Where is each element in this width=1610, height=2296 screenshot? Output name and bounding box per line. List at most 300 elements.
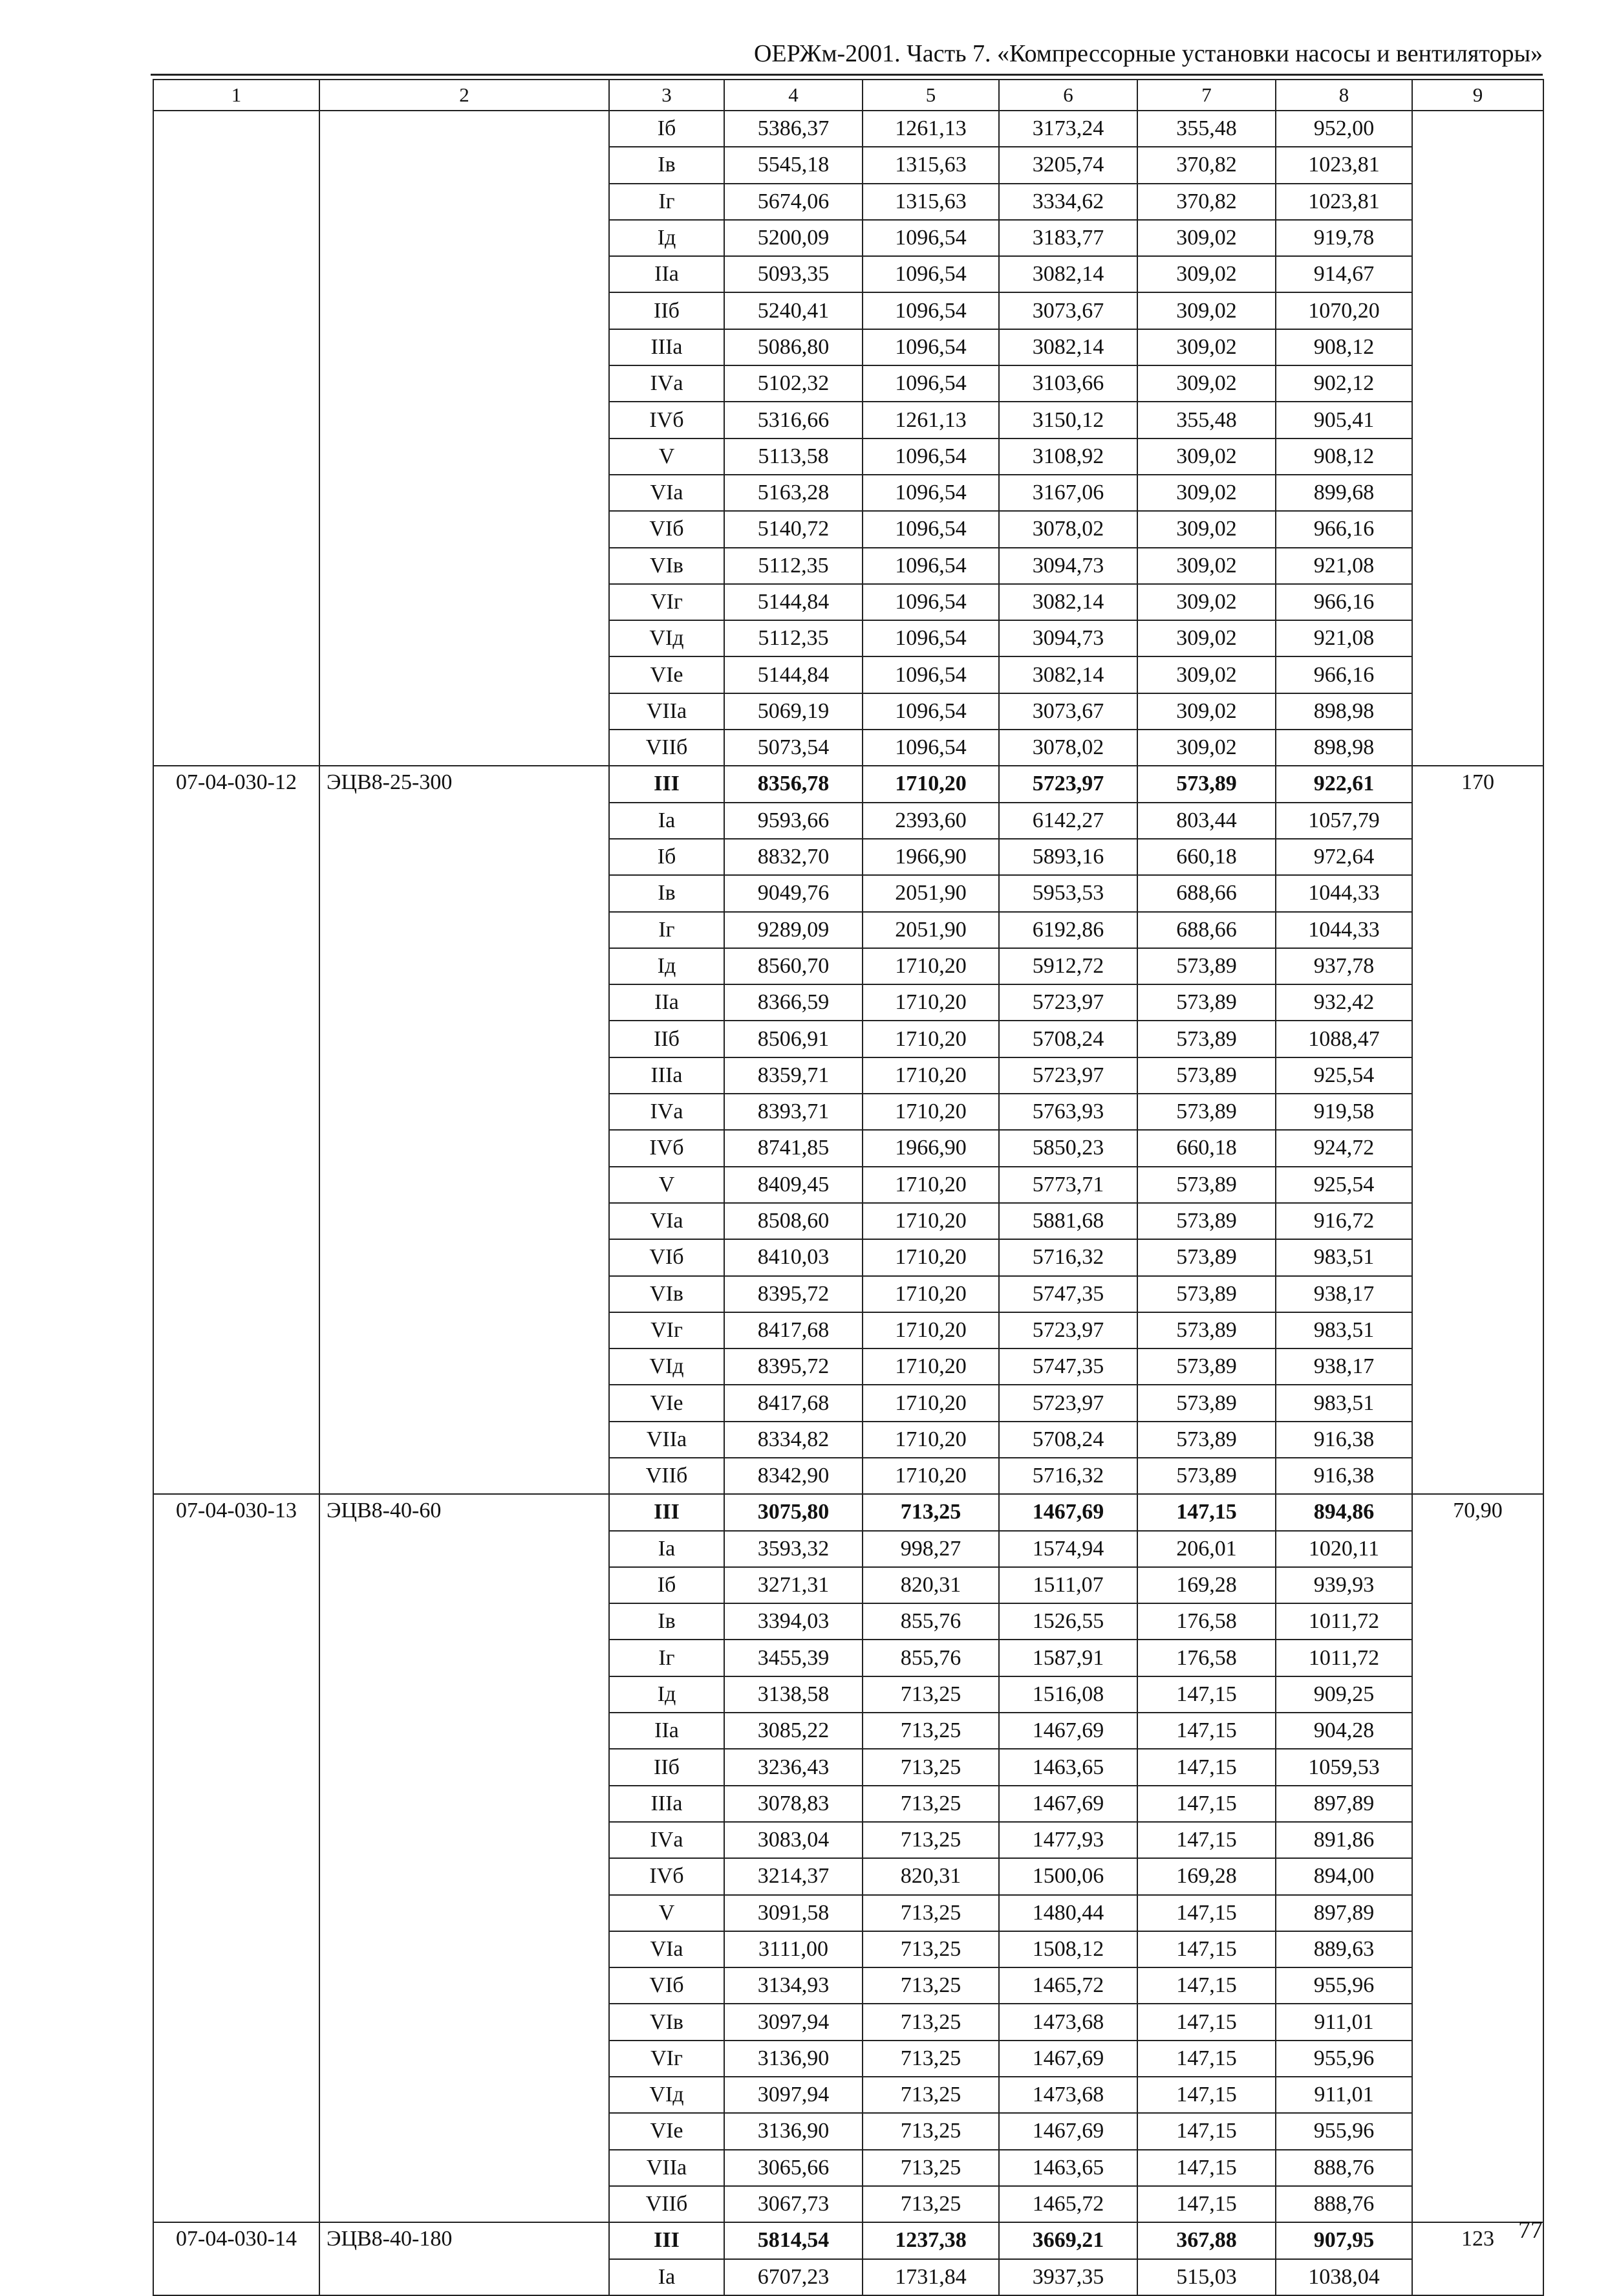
value-cell-c6: 5747,35 [999, 1276, 1137, 1312]
value-cell-c4: 5144,84 [724, 656, 863, 693]
value-cell-c7: 515,03 [1137, 2259, 1276, 2295]
value-cell-c7: 147,15 [1137, 2113, 1276, 2149]
value-cell-c8: 1023,81 [1276, 147, 1412, 183]
value-cell-c4: 8506,91 [724, 1021, 863, 1057]
value-cell-c6: 1526,55 [999, 1603, 1137, 1640]
value-cell-c4: 5316,66 [724, 402, 863, 438]
wage-zone-cell: VIд [609, 620, 724, 656]
wage-zone-cell: IIб [609, 292, 724, 329]
value-cell-c7: 573,89 [1137, 1312, 1276, 1348]
value-cell-c8: 1088,47 [1276, 1021, 1412, 1057]
value-cell-c8: 938,17 [1276, 1276, 1412, 1312]
value-cell-c4: 8359,71 [724, 1057, 863, 1094]
value-cell-c6: 3094,73 [999, 620, 1137, 656]
value-cell-c7: 309,02 [1137, 256, 1276, 292]
wage-zone-cell: Iа [609, 2259, 724, 2295]
value-cell-c5: 713,25 [863, 1749, 999, 1785]
wage-zone-cell: VIIб [609, 730, 724, 766]
value-cell-c5: 1710,20 [863, 984, 999, 1021]
value-cell-c7: 176,58 [1137, 1640, 1276, 1676]
value-cell-c8: 1059,53 [1276, 1749, 1412, 1785]
wage-zone-cell: IIа [609, 984, 724, 1021]
page-number: 77 [1518, 2216, 1543, 2244]
value-cell-c8: 983,51 [1276, 1385, 1412, 1421]
value-cell-c8: 925,54 [1276, 1057, 1412, 1094]
value-cell-c4: 3394,03 [724, 1603, 863, 1640]
value-cell-c8: 897,89 [1276, 1895, 1412, 1931]
value-cell-c8: 1070,20 [1276, 292, 1412, 329]
value-cell-c5: 1096,54 [863, 292, 999, 329]
value-cell-c8: 938,17 [1276, 1348, 1412, 1385]
value-cell-c5: 1731,84 [863, 2259, 999, 2295]
value-cell-c8: 932,42 [1276, 984, 1412, 1021]
value-cell-c4: 3083,04 [724, 1822, 863, 1858]
value-cell-c7: 309,02 [1137, 439, 1276, 475]
value-cell-c6: 3082,14 [999, 329, 1137, 365]
value-cell-c4: 5112,35 [724, 620, 863, 656]
value-cell-c8: 925,54 [1276, 1167, 1412, 1203]
wage-zone-cell: VIв [609, 1276, 724, 1312]
value-cell-c8: 907,95 [1276, 2222, 1412, 2258]
value-cell-c4: 3085,22 [724, 1713, 863, 1749]
value-cell-c7: 147,15 [1137, 1967, 1276, 2004]
value-cell-c5: 1710,20 [863, 1239, 999, 1275]
value-cell-c4: 8832,70 [724, 839, 863, 875]
value-cell-c6: 5723,97 [999, 1385, 1137, 1421]
value-cell-c6: 1467,69 [999, 2113, 1137, 2149]
value-cell-c8: 955,96 [1276, 2113, 1412, 2149]
value-cell-c4: 5386,37 [724, 111, 863, 147]
value-cell-c8: 897,89 [1276, 1786, 1412, 1822]
value-cell-c7: 573,89 [1137, 1385, 1276, 1421]
value-cell-c5: 1966,90 [863, 839, 999, 875]
wage-zone-cell: IIб [609, 1021, 724, 1057]
wage-zone-cell: VIб [609, 1967, 724, 2004]
value-cell-c5: 2051,90 [863, 875, 999, 911]
column-number: 2 [319, 80, 609, 111]
value-cell-c6: 6142,27 [999, 803, 1137, 839]
value-cell-c6: 5953,53 [999, 875, 1137, 911]
column-number: 5 [863, 80, 999, 111]
wage-zone-cell: VIв [609, 548, 724, 584]
wage-zone-cell: VIг [609, 1312, 724, 1348]
value-cell-c4: 3091,58 [724, 1895, 863, 1931]
wage-zone-cell: Iб [609, 1567, 724, 1603]
mass-cell: 70,90 [1412, 1494, 1543, 2222]
wage-zone-cell: VIIб [609, 1458, 724, 1494]
value-cell-c6: 1463,65 [999, 2150, 1137, 2186]
value-cell-c5: 1096,54 [863, 439, 999, 475]
value-cell-c5: 1710,20 [863, 1422, 999, 1458]
value-cell-c7: 573,89 [1137, 1422, 1276, 1458]
column-number: 9 [1412, 80, 1543, 111]
value-cell-c7: 573,89 [1137, 1458, 1276, 1494]
value-cell-c6: 1480,44 [999, 1895, 1137, 1931]
value-cell-c4: 3097,94 [724, 2004, 863, 2040]
value-cell-c6: 3108,92 [999, 439, 1137, 475]
value-cell-c5: 1261,13 [863, 402, 999, 438]
value-cell-c5: 1710,20 [863, 766, 999, 802]
value-cell-c7: 573,89 [1137, 1021, 1276, 1057]
rate-code-cell: 07-04-030-14 [153, 2222, 319, 2295]
value-cell-c7: 573,89 [1137, 1203, 1276, 1239]
mass-cell: 170 [1412, 766, 1543, 1494]
value-cell-c6: 3173,24 [999, 111, 1137, 147]
value-cell-c4: 3136,90 [724, 2113, 863, 2149]
value-cell-c8: 908,12 [1276, 439, 1412, 475]
value-cell-c4: 3065,66 [724, 2150, 863, 2186]
value-cell-c6: 3082,14 [999, 656, 1137, 693]
value-cell-c6: 5763,93 [999, 1094, 1137, 1130]
value-cell-c8: 916,72 [1276, 1203, 1412, 1239]
value-cell-c6: 1508,12 [999, 1931, 1137, 1967]
value-cell-c5: 713,25 [863, 1967, 999, 2004]
value-cell-c5: 713,25 [863, 1786, 999, 1822]
value-cell-c4: 8395,72 [724, 1276, 863, 1312]
value-cell-c8: 1044,33 [1276, 875, 1412, 911]
value-cell-c6: 1467,69 [999, 1494, 1137, 1530]
value-cell-c8: 1038,04 [1276, 2259, 1412, 2295]
value-cell-c4: 8417,68 [724, 1312, 863, 1348]
column-number: 6 [999, 80, 1137, 111]
value-cell-c8: 898,98 [1276, 693, 1412, 730]
value-cell-c5: 1710,20 [863, 1094, 999, 1130]
value-cell-c8: 937,78 [1276, 948, 1412, 984]
value-cell-c4: 8395,72 [724, 1348, 863, 1385]
value-cell-c5: 1096,54 [863, 365, 999, 402]
value-cell-c7: 370,82 [1137, 147, 1276, 183]
value-cell-c4: 5112,35 [724, 548, 863, 584]
value-cell-c4: 5140,72 [724, 511, 863, 547]
value-cell-c8: 1023,81 [1276, 184, 1412, 220]
value-cell-c8: 891,86 [1276, 1822, 1412, 1858]
value-cell-c6: 5723,97 [999, 984, 1137, 1021]
value-cell-c5: 1710,20 [863, 1385, 999, 1421]
value-cell-c8: 914,67 [1276, 256, 1412, 292]
value-cell-c4: 3214,37 [724, 1858, 863, 1894]
value-cell-c5: 713,25 [863, 2077, 999, 2113]
value-cell-c5: 1096,54 [863, 656, 999, 693]
wage-zone-cell: VIб [609, 511, 724, 547]
value-cell-c5: 1710,20 [863, 1057, 999, 1094]
wage-zone-cell: Iг [609, 184, 724, 220]
value-cell-c6: 1500,06 [999, 1858, 1137, 1894]
value-cell-c8: 898,98 [1276, 730, 1412, 766]
value-cell-c6: 1473,68 [999, 2077, 1137, 2113]
value-cell-c8: 983,51 [1276, 1312, 1412, 1348]
value-cell-c5: 998,27 [863, 1531, 999, 1567]
value-cell-c6: 5723,97 [999, 766, 1137, 802]
rate-code-cell: 07-04-030-13 [153, 1494, 319, 2222]
value-cell-c5: 820,31 [863, 1567, 999, 1603]
value-cell-c7: 573,89 [1137, 1094, 1276, 1130]
wage-zone-cell: Iа [609, 1531, 724, 1567]
value-cell-c6: 1574,94 [999, 1531, 1137, 1567]
value-cell-c4: 5144,84 [724, 584, 863, 620]
value-cell-c6: 3073,67 [999, 292, 1137, 329]
value-cell-c5: 855,76 [863, 1603, 999, 1640]
wage-zone-cell: VIг [609, 2041, 724, 2077]
column-number: 8 [1276, 80, 1412, 111]
value-cell-c6: 5747,35 [999, 1348, 1137, 1385]
value-cell-c7: 309,02 [1137, 693, 1276, 730]
value-cell-c5: 1096,54 [863, 730, 999, 766]
value-cell-c4: 5200,09 [724, 220, 863, 256]
value-cell-c4: 5069,19 [724, 693, 863, 730]
value-cell-c7: 573,89 [1137, 1239, 1276, 1275]
value-cell-c8: 924,72 [1276, 1130, 1412, 1166]
wage-zone-cell: IIIа [609, 1786, 724, 1822]
value-cell-c4: 3134,93 [724, 1967, 863, 2004]
value-cell-c7: 147,15 [1137, 1931, 1276, 1967]
column-number-row [153, 80, 1543, 111]
value-cell-c8: 966,16 [1276, 584, 1412, 620]
value-cell-c4: 3111,00 [724, 1931, 863, 1967]
value-cell-c7: 176,58 [1137, 1603, 1276, 1640]
value-cell-c6: 5773,71 [999, 1167, 1137, 1203]
value-cell-c8: 902,12 [1276, 365, 1412, 402]
value-cell-c7: 355,48 [1137, 402, 1276, 438]
value-cell-c6: 1465,72 [999, 2186, 1137, 2222]
value-cell-c4: 3075,80 [724, 1494, 863, 1530]
value-cell-c6: 5881,68 [999, 1203, 1137, 1239]
value-cell-c8: 894,86 [1276, 1494, 1412, 1530]
value-cell-c7: 147,15 [1137, 2004, 1276, 2040]
value-cell-c4: 5240,41 [724, 292, 863, 329]
value-cell-c8: 911,01 [1276, 2004, 1412, 2040]
wage-zone-cell: Iб [609, 839, 724, 875]
value-cell-c7: 169,28 [1137, 1858, 1276, 1894]
value-cell-c5: 1966,90 [863, 1130, 999, 1166]
value-cell-c7: 355,48 [1137, 111, 1276, 147]
wage-zone-cell: Iв [609, 147, 724, 183]
value-cell-c6: 5893,16 [999, 839, 1137, 875]
value-cell-c6: 1467,69 [999, 1786, 1137, 1822]
value-cell-c4: 3271,31 [724, 1567, 863, 1603]
wage-zone-cell: Iа [609, 803, 724, 839]
value-cell-c7: 147,15 [1137, 1822, 1276, 1858]
value-cell-c5: 713,25 [863, 2004, 999, 2040]
value-cell-c5: 1710,20 [863, 1276, 999, 1312]
value-cell-c5: 1096,54 [863, 693, 999, 730]
value-cell-c5: 1096,54 [863, 620, 999, 656]
value-cell-c6: 3094,73 [999, 548, 1137, 584]
wage-zone-cell: V [609, 1167, 724, 1203]
value-cell-c5: 1096,54 [863, 584, 999, 620]
value-cell-c5: 1710,20 [863, 1312, 999, 1348]
value-cell-c5: 1096,54 [863, 548, 999, 584]
value-cell-c8: 888,76 [1276, 2150, 1412, 2186]
header-rule [151, 74, 1543, 76]
value-cell-c4: 5674,06 [724, 184, 863, 220]
value-cell-c7: 688,66 [1137, 875, 1276, 911]
table-body [153, 80, 1543, 2295]
value-cell-c8: 916,38 [1276, 1458, 1412, 1494]
value-cell-c5: 713,25 [863, 1713, 999, 1749]
value-cell-c7: 147,15 [1137, 2186, 1276, 2222]
value-cell-c4: 8409,45 [724, 1167, 863, 1203]
value-cell-c7: 147,15 [1137, 1749, 1276, 1785]
value-cell-c7: 573,89 [1137, 1057, 1276, 1094]
value-cell-c6: 5912,72 [999, 948, 1137, 984]
table-row [153, 111, 1543, 147]
value-cell-c4: 3593,32 [724, 1531, 863, 1567]
value-cell-c5: 713,25 [863, 1931, 999, 1967]
value-cell-c7: 147,15 [1137, 2077, 1276, 2113]
value-cell-c7: 309,02 [1137, 620, 1276, 656]
value-cell-c7: 147,15 [1137, 1494, 1276, 1530]
wage-zone-cell: VIIа [609, 1422, 724, 1458]
value-cell-c5: 713,25 [863, 1895, 999, 1931]
value-cell-c4: 5102,32 [724, 365, 863, 402]
wage-zone-cell: Iб [609, 111, 724, 147]
column-number: 4 [724, 80, 863, 111]
value-cell-c7: 309,02 [1137, 365, 1276, 402]
value-cell-c6: 5708,24 [999, 1021, 1137, 1057]
wage-zone-cell: VIд [609, 2077, 724, 2113]
wage-zone-cell: IIа [609, 1713, 724, 1749]
value-cell-c5: 713,25 [863, 1822, 999, 1858]
wage-zone-cell: VIа [609, 475, 724, 511]
value-cell-c5: 1710,20 [863, 1203, 999, 1239]
value-cell-c6: 1477,93 [999, 1822, 1137, 1858]
value-cell-c8: 921,08 [1276, 620, 1412, 656]
value-cell-c6: 3103,66 [999, 365, 1137, 402]
running-header: ОЕРЖм-2001. Часть 7. «Компрессорные установки насосы и вентиляторы» [753, 40, 1543, 67]
wage-zone-cell: III [609, 1494, 724, 1530]
wage-zone-cell: IIа [609, 256, 724, 292]
value-cell-c8: 921,08 [1276, 548, 1412, 584]
value-cell-c7: 573,89 [1137, 1348, 1276, 1385]
value-cell-c6: 5716,32 [999, 1458, 1137, 1494]
value-cell-c7: 660,18 [1137, 1130, 1276, 1166]
value-cell-c7: 660,18 [1137, 839, 1276, 875]
value-cell-c8: 911,01 [1276, 2077, 1412, 2113]
wage-zone-cell: IIIа [609, 329, 724, 365]
value-cell-c7: 573,89 [1137, 1276, 1276, 1312]
value-cell-c8: 916,38 [1276, 1422, 1412, 1458]
wage-zone-cell: IVа [609, 1822, 724, 1858]
value-cell-c5: 1710,20 [863, 1167, 999, 1203]
value-cell-c6: 3937,35 [999, 2259, 1137, 2295]
value-cell-c6: 1467,69 [999, 2041, 1137, 2077]
value-cell-c7: 309,02 [1137, 548, 1276, 584]
value-cell-c5: 1096,54 [863, 256, 999, 292]
value-cell-c6: 5723,97 [999, 1312, 1137, 1348]
value-cell-c8: 1057,79 [1276, 803, 1412, 839]
value-cell-c7: 573,89 [1137, 984, 1276, 1021]
rate-name-cell: ЭЦВ8-25-300 [319, 766, 609, 1494]
value-cell-c8: 899,68 [1276, 475, 1412, 511]
value-cell-c7: 309,02 [1137, 656, 1276, 693]
wage-zone-cell: V [609, 1895, 724, 1931]
value-cell-c5: 713,25 [863, 2186, 999, 2222]
wage-zone-cell: VIа [609, 1931, 724, 1967]
wage-zone-cell: Iг [609, 1640, 724, 1676]
value-cell-c5: 1315,63 [863, 184, 999, 220]
value-cell-c8: 908,12 [1276, 329, 1412, 365]
wage-zone-cell: Iг [609, 912, 724, 948]
value-cell-c6: 1473,68 [999, 2004, 1137, 2040]
wage-zone-cell: VIг [609, 584, 724, 620]
wage-zone-cell: IVа [609, 1094, 724, 1130]
value-cell-c5: 1096,54 [863, 220, 999, 256]
value-cell-c8: 1044,33 [1276, 912, 1412, 948]
value-cell-c4: 3078,83 [724, 1786, 863, 1822]
table-row [153, 1494, 1543, 1530]
value-cell-c4: 3236,43 [724, 1749, 863, 1785]
value-cell-c4: 9593,66 [724, 803, 863, 839]
value-cell-c6: 5708,24 [999, 1422, 1137, 1458]
value-cell-c6: 3082,14 [999, 584, 1137, 620]
value-cell-c6: 1587,91 [999, 1640, 1137, 1676]
value-cell-c7: 309,02 [1137, 730, 1276, 766]
value-cell-c4: 8417,68 [724, 1385, 863, 1421]
wage-zone-cell: III [609, 766, 724, 802]
value-cell-c5: 1096,54 [863, 511, 999, 547]
value-cell-c6: 3183,77 [999, 220, 1137, 256]
value-cell-c8: 919,78 [1276, 220, 1412, 256]
value-cell-c5: 2051,90 [863, 912, 999, 948]
rate-name-cell: ЭЦВ8-40-60 [319, 1494, 609, 2222]
value-cell-c5: 820,31 [863, 1858, 999, 1894]
value-cell-c8: 972,64 [1276, 839, 1412, 875]
value-cell-c4: 5113,58 [724, 439, 863, 475]
value-cell-c8: 966,16 [1276, 656, 1412, 693]
wage-zone-cell: VIв [609, 2004, 724, 2040]
value-cell-c4: 5545,18 [724, 147, 863, 183]
value-cell-c6: 3082,14 [999, 256, 1137, 292]
value-cell-c7: 309,02 [1137, 475, 1276, 511]
value-cell-c6: 3669,21 [999, 2222, 1137, 2258]
value-cell-c5: 1096,54 [863, 475, 999, 511]
rates-table [153, 79, 1544, 2296]
value-cell-c7: 147,15 [1137, 1786, 1276, 1822]
value-cell-c6: 5723,97 [999, 1057, 1137, 1094]
wage-zone-cell: VIб [609, 1239, 724, 1275]
value-cell-c5: 713,25 [863, 2041, 999, 2077]
rate-code-cell [153, 111, 319, 766]
value-cell-c4: 8366,59 [724, 984, 863, 1021]
value-cell-c4: 8560,70 [724, 948, 863, 984]
value-cell-c5: 1315,63 [863, 147, 999, 183]
value-cell-c6: 3073,67 [999, 693, 1137, 730]
value-cell-c7: 147,15 [1137, 1895, 1276, 1931]
value-cell-c5: 1237,38 [863, 2222, 999, 2258]
value-cell-c6: 5716,32 [999, 1239, 1137, 1275]
value-cell-c8: 966,16 [1276, 511, 1412, 547]
value-cell-c4: 3067,73 [724, 2186, 863, 2222]
wage-zone-cell: VIIа [609, 2150, 724, 2186]
value-cell-c5: 713,25 [863, 1676, 999, 1713]
wage-zone-cell: IVб [609, 1858, 724, 1894]
value-cell-c7: 147,15 [1137, 2041, 1276, 2077]
value-cell-c6: 6192,86 [999, 912, 1137, 948]
value-cell-c7: 367,88 [1137, 2222, 1276, 2258]
value-cell-c7: 803,44 [1137, 803, 1276, 839]
wage-zone-cell: Iд [609, 948, 724, 984]
wage-zone-cell: Iв [609, 875, 724, 911]
value-cell-c7: 309,02 [1137, 220, 1276, 256]
rate-name-cell: ЭЦВ8-40-180 [319, 2222, 609, 2295]
value-cell-c4: 8342,90 [724, 1458, 863, 1494]
value-cell-c4: 8410,03 [724, 1239, 863, 1275]
value-cell-c7: 688,66 [1137, 912, 1276, 948]
value-cell-c8: 904,28 [1276, 1713, 1412, 1749]
value-cell-c7: 573,89 [1137, 1167, 1276, 1203]
rate-name-cell [319, 111, 609, 766]
rate-code-cell: 07-04-030-12 [153, 766, 319, 1494]
